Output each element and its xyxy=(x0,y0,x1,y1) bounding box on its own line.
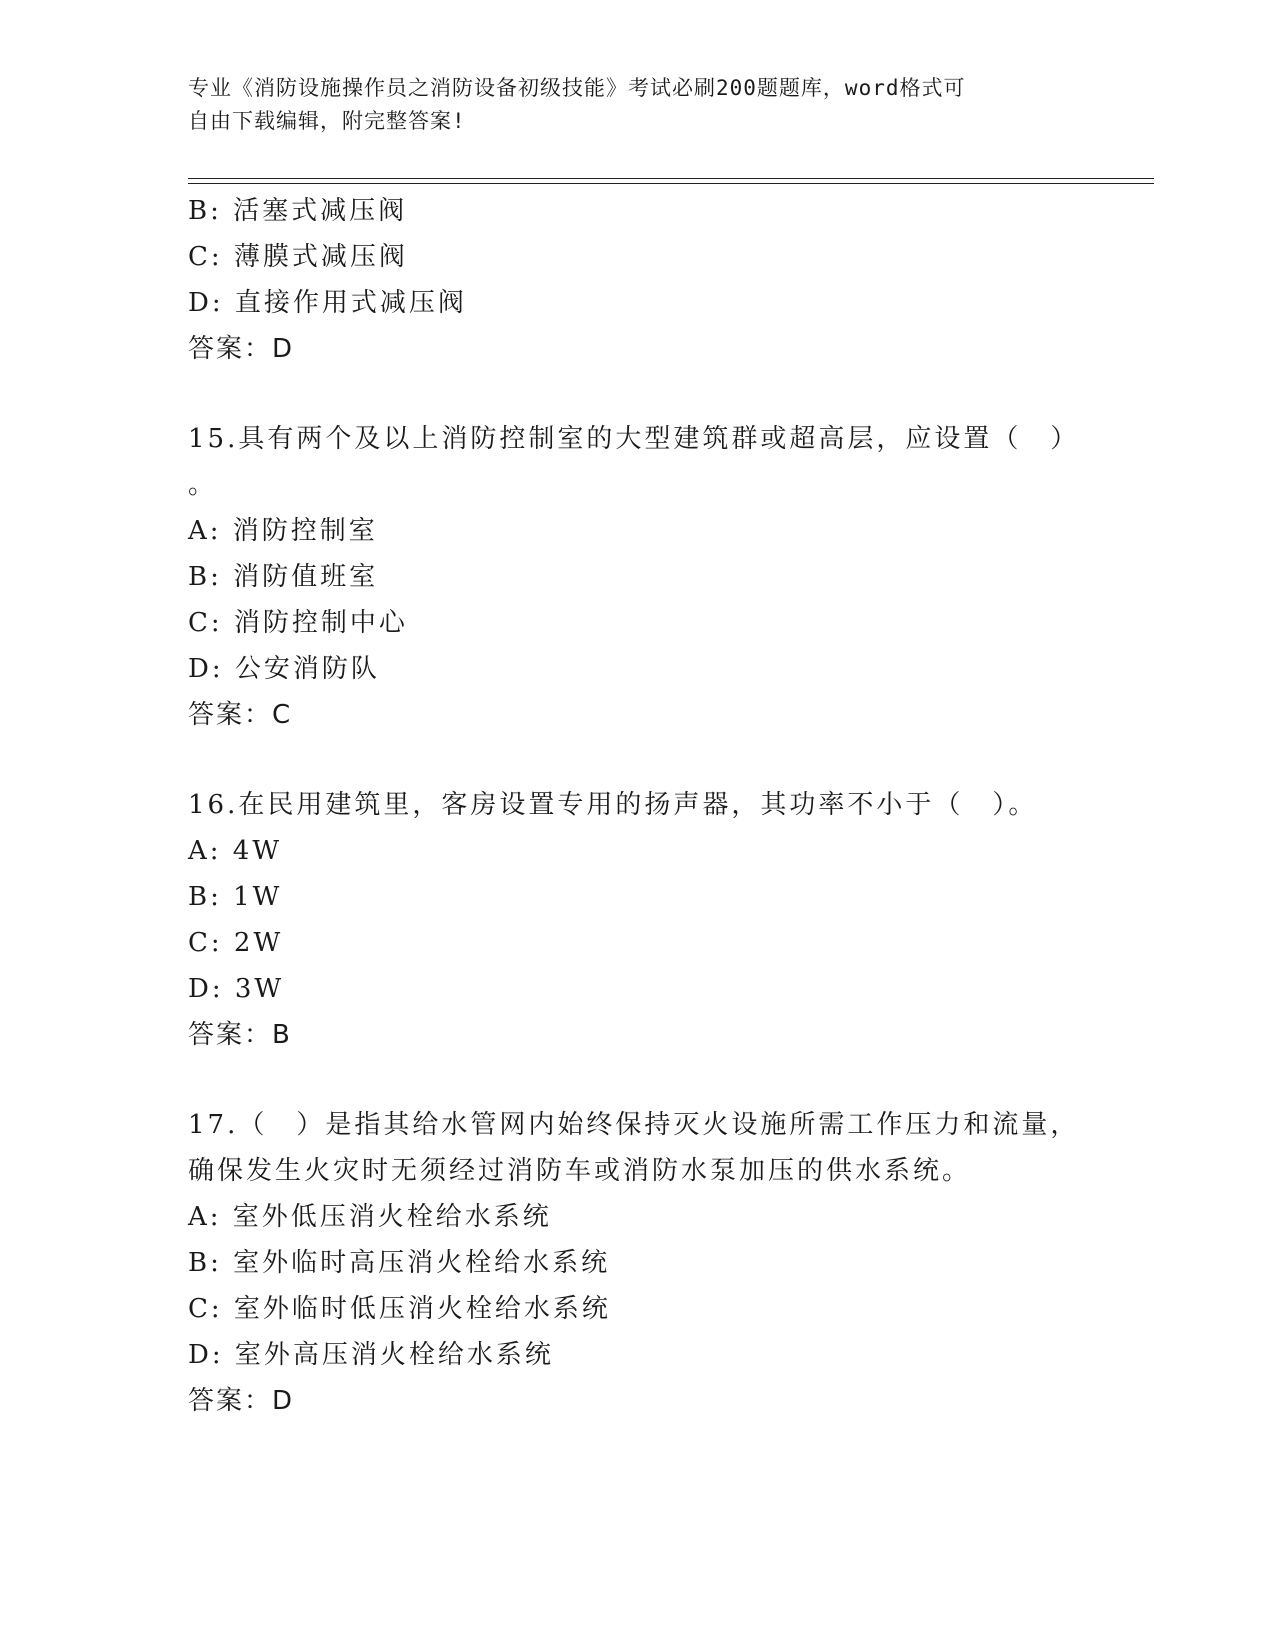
question-stem: 16.在民用建筑里，客房设置专用的扬声器，其功率不小于（ ）。 xyxy=(188,790,1038,820)
spacer xyxy=(188,1058,1068,1102)
header-divider-top xyxy=(188,178,1154,179)
option-a: A: 室外低压消火栓给水系统 xyxy=(188,1202,552,1232)
spacer xyxy=(188,738,1068,782)
answer-line: 答案：B xyxy=(188,1020,292,1050)
header-line-2: 自由下载编辑，附完整答案! xyxy=(188,109,466,133)
spacer xyxy=(188,372,1068,416)
option-d: D: 直接作用式减压阀 xyxy=(188,288,467,318)
option-c: C: 室外临时低压消火栓给水系统 xyxy=(188,1294,611,1324)
document-header xyxy=(188,72,1068,138)
question-15 xyxy=(188,416,1080,738)
answer-line: 答案：D xyxy=(188,334,295,364)
option-c: C: 薄膜式减压阀 xyxy=(188,242,408,272)
option-a: A: 消防控制室 xyxy=(188,516,378,546)
question-16 xyxy=(188,782,1068,1058)
header-divider-bottom xyxy=(188,183,1154,184)
answer-line: 答案：D xyxy=(188,1386,295,1416)
question-17 xyxy=(188,1102,1080,1424)
option-a: A: 4W xyxy=(188,836,283,866)
question-stem: 15.具有两个及以上消防控制室的大型建筑群或超高层，应设置（ ） xyxy=(188,424,1080,454)
question-stem-continued: 确保发生火灾时无须经过消防车或消防水泵加压的供水系统。 xyxy=(188,1156,972,1186)
option-d: D: 公安消防队 xyxy=(188,654,380,684)
option-d: D: 室外高压消火栓给水系统 xyxy=(188,1340,554,1370)
header-line-1: 专业《消防设施操作员之消防设备初级技能》考试必刷200题题库，word格式可 xyxy=(188,76,966,100)
answer-line: 答案：C xyxy=(188,700,293,730)
question-stem: 17.（ ）是指其给水管网内始终保持灭火设施所需工作压力和流量， xyxy=(188,1110,1080,1140)
option-d: D: 3W xyxy=(188,974,285,1004)
option-b: B: 1W xyxy=(188,882,283,912)
option-c: C: 2W xyxy=(188,928,284,958)
option-c: C: 消防控制中心 xyxy=(188,608,408,638)
option-b: B: 活塞式减压阀 xyxy=(188,196,408,226)
question-content xyxy=(188,188,1080,1424)
question-stem-continued: 。 xyxy=(188,470,218,500)
option-b: B: 室外临时高压消火栓给水系统 xyxy=(188,1248,611,1278)
partial-question xyxy=(188,188,1068,372)
option-b: B: 消防值班室 xyxy=(188,562,379,592)
